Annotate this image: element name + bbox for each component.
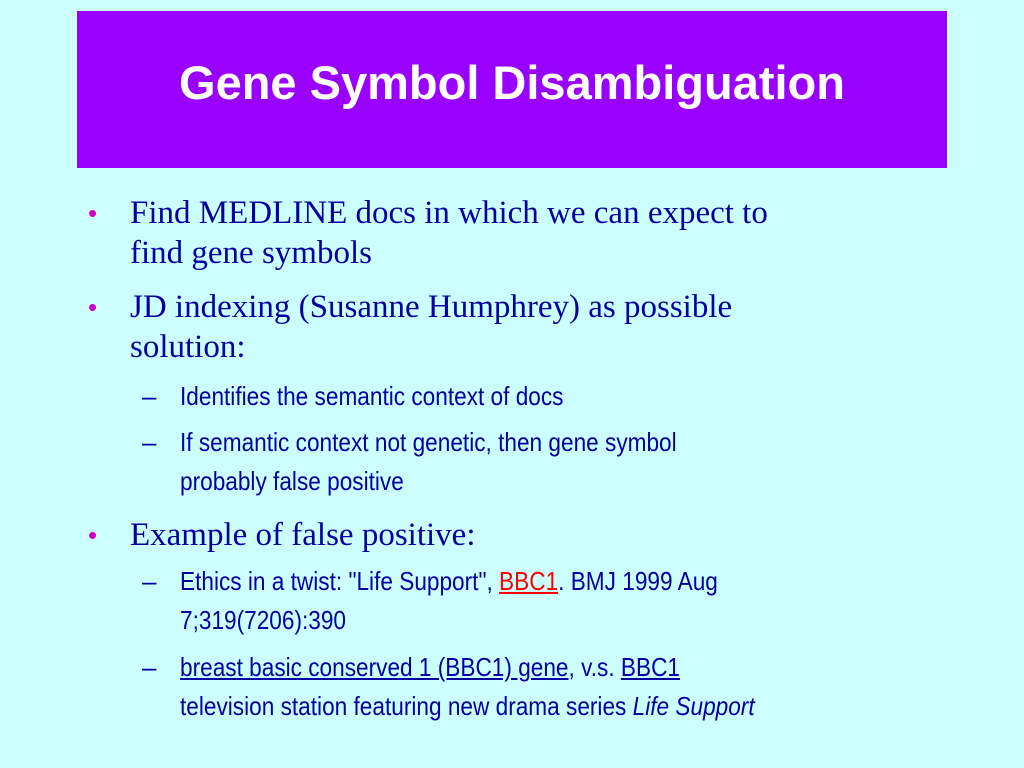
slide-title: Gene Symbol Disambiguation (179, 56, 845, 109)
bbc1-link[interactable]: BBC1 (499, 566, 559, 596)
sub-3-2-line-1 (180, 650, 876, 685)
sub-3-1-line-1 (180, 564, 876, 599)
station-text: television station featuring new drama series (180, 691, 633, 721)
sub-3-1-line-2: 7;319(7206):390 (180, 605, 347, 635)
dash-icon: – (142, 427, 157, 457)
gene-link[interactable]: breast basic conserved 1 (BBC1) gene (180, 652, 569, 682)
bbc1-station-link[interactable]: BBC1 (620, 652, 680, 682)
sub-3-2-line-2 (180, 689, 876, 724)
dash-icon: – (142, 652, 157, 682)
bullet-2-line-2: solution: (130, 329, 246, 365)
versus-text: , v.s. (568, 652, 621, 682)
citation-suffix: . BMJ 1999 Aug (558, 566, 718, 596)
dash-icon: – (142, 381, 157, 411)
drama-title: Life Support (632, 691, 755, 721)
sub-2-2-line-2: probably false positive (180, 466, 404, 496)
bullet-3-line-1: Example of false positive: (130, 517, 476, 553)
bullet-icon: • (88, 520, 98, 550)
bullet-icon: • (88, 292, 98, 322)
bullet-2-line-1: JD indexing (Susanne Humphrey) as possible (130, 289, 733, 325)
bullet-1-line-2: find gene symbols (130, 235, 372, 271)
citation-text: Ethics in a twist: "Life Support", (180, 566, 500, 596)
dash-icon: – (142, 566, 157, 596)
bullet-1-line-1: Find MEDLINE docs in which we can expect to (130, 195, 768, 231)
bullet-icon: • (88, 198, 98, 228)
sub-2-2-line-1: If semantic context not genetic, then gene symbol (180, 427, 677, 457)
sub-2-1-line-1: Identifies the semantic context of docs (180, 381, 564, 411)
